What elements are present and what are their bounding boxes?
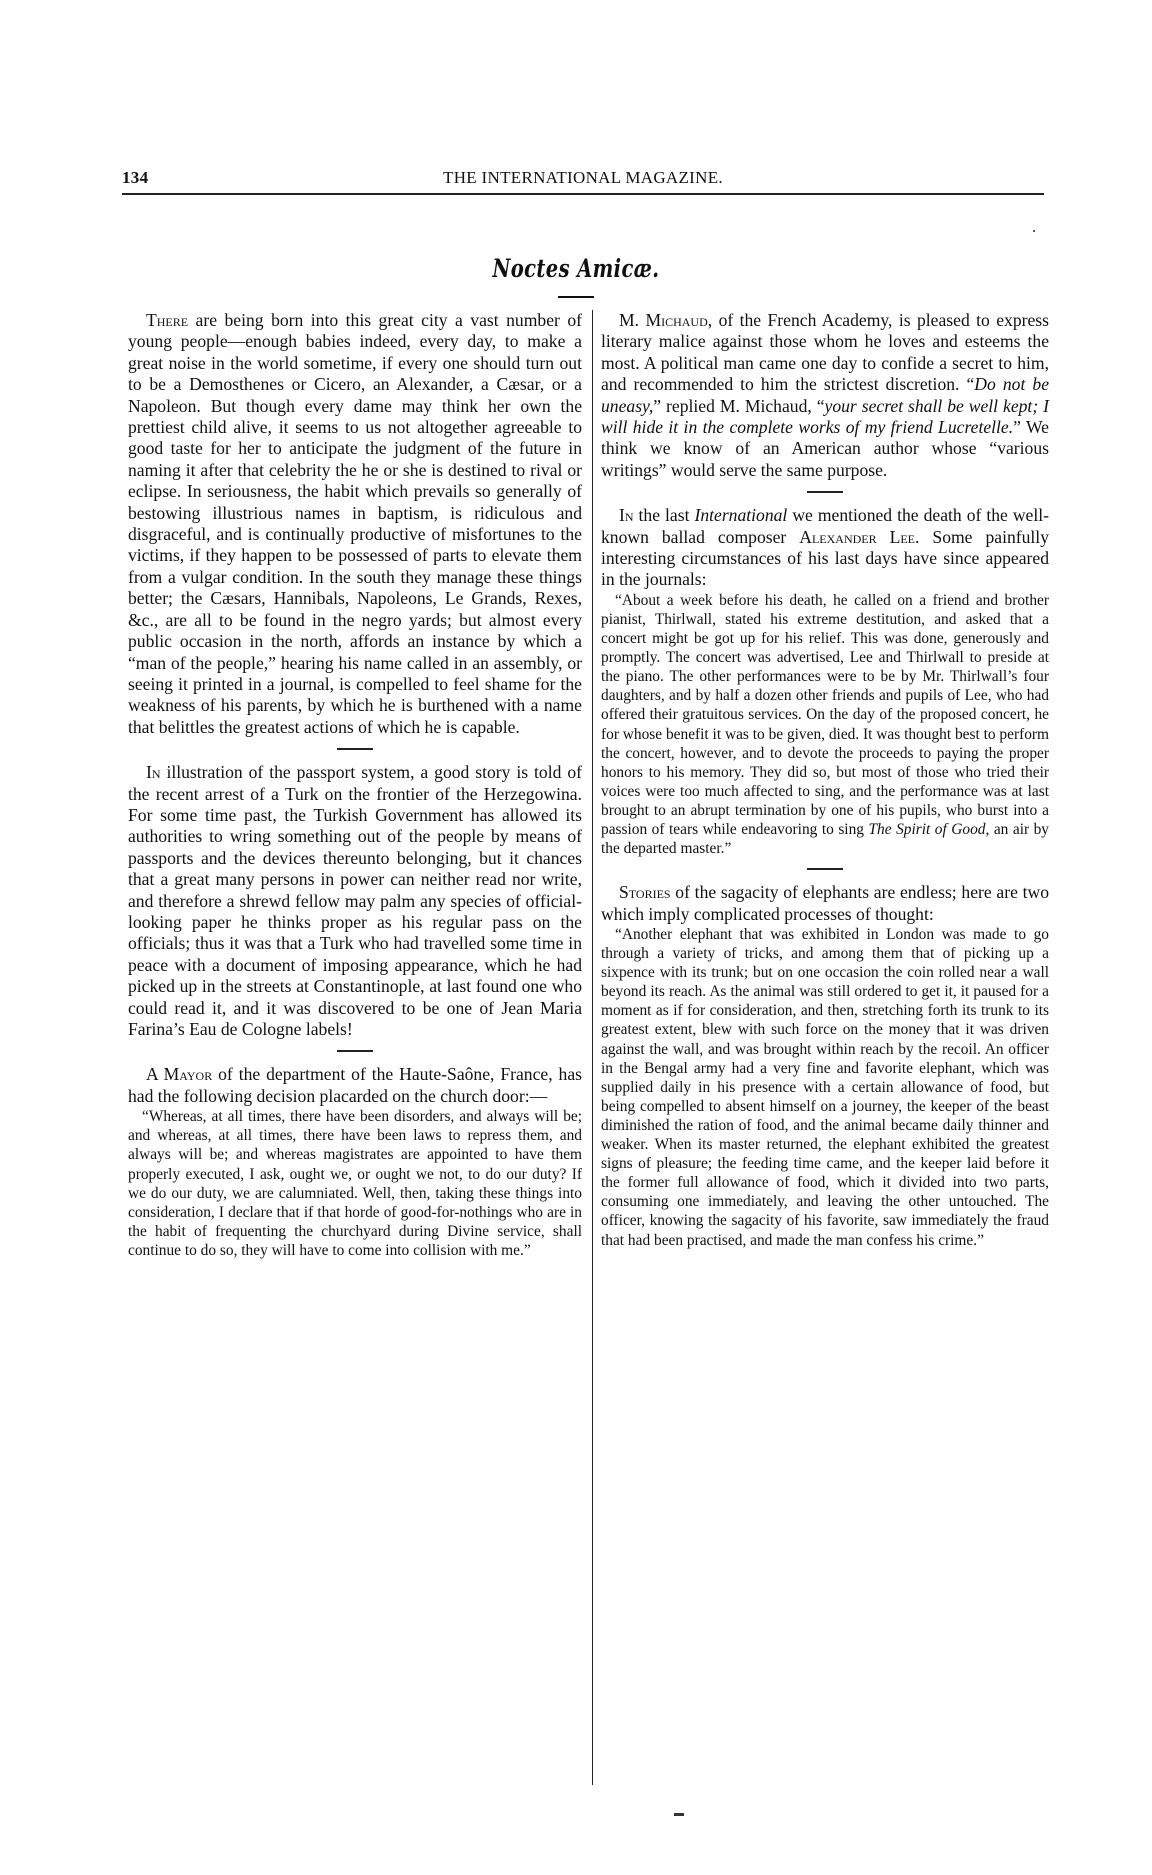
block-quote: “Whereas, at all times, there have been disorders, and always will be; and whereas, at all times, there have been laws to repress them, and always will be; and whereas magistrates are appointed to have them properly executed, I ask, ought we, or ought we not, to do our duty? If we do our duty, we are calumniated. Well, then, taking these things into consideration, I declare that if that horde of good-for-nothings who are in the habit of frequenting the churchyard during Divine service, shall continue to do so, they will have to come into collision with me.” (128, 1108, 582, 1259)
article-alexander-lee (601, 505, 1049, 591)
article-text: ” replied M. Michaud, “ (653, 395, 825, 416)
italic-quote: your secret shall be well kept; I will hide it in the complete works of my friend Lucretelle. (601, 395, 1049, 438)
article-michaud (601, 310, 1049, 481)
article-text: of the sagacity of elephants are endless; here are two which imply complicated processes of thought: (601, 882, 1049, 924)
running-head (122, 168, 1044, 192)
article-text: of the department of the Haute-Saône, France, has had the following decision placarded on the church door:— (128, 1064, 582, 1106)
block-quote (601, 591, 1049, 858)
lead-word: Mayor (163, 1064, 213, 1085)
right-column (601, 310, 1049, 1250)
magazine-title: THE INTERNATIONAL MAGAZINE. (443, 168, 723, 187)
title-rule (558, 296, 594, 298)
block-quote: “Another elephant that was exhibited in London was made to go through a variety of tricks, and among them that of picking up a sixpence with its trunk; but on one occasion the coin rolled near a wall beyond its reach. As the animal was still ordered to get it, it paused for a moment as if for consideration, and then, stretching forth its trunk to its greatest extent, blew with such force on the money that it was driven against the wall, and was brought within reach by the recoil. An officer in the Bengal army had a very fine and favorite elephant, which was supplied daily in his presence with a certain allowance of food, but being compelled to absent himself on a journey, the keeper of the beast diminished the ration of food, and the animal became daily thinner and weaker. When its master returned, the elephant exhibited the greatest signs of pleasure; the feeding time came, and the keeper laid before it the former full allowance of food, which it divided into two parts, consuming one immediately, and leaving the other untouched. The officer, knowing the sagacity of his favorite, saw immediately the fraud that had been practised, and made the man confess his crime.” (601, 926, 1049, 1249)
lead-word: In (619, 505, 634, 526)
quote-text: an air by the departed master.” (601, 821, 1049, 858)
lead-word: In (146, 762, 161, 783)
section-separator (807, 868, 843, 870)
article-mayor-haute-saone (128, 1064, 582, 1107)
left-column (128, 310, 582, 1260)
italic-title: The Spirit of Good, (868, 821, 990, 838)
section-separator (807, 491, 843, 493)
article-text: are being born into this great city a vast number of young people—enough babies indeed, every day, to make a great noise in the world sometime, if every one should turn out to be a Demosthenes or Cicero, an Alexander, a Cæsar, or a Napoleon. But though every dame may think her own the prettiest child alive, it seems to us not altogether agreeable to good taste for her to anticipate the judgment of the future in naming it after that celebrity the he or she is destined to rival or eclipse. In seriousness, the habit which prevails so generally of bestowing illustrious names in baptism, is ridiculous and disgraceful, and is continually productive of misfortunes to the victims, if they happen to be possessed of parts to elevate them from a vulgar condition. In the south they manage these things better; the Cæsars, Hannibals, Napoleons, Le Grands, Rexes, &c., are all to be found in the negro yards; but almost every public occasion in the north, affords an instance by which a “man of the people,” hearing his name called in an assembly, or seeing it printed in a journal, is compelled to feel shame for the weakness of his parents, by which he is burthened with a name that belittles the greatest actions of which he is capable. (128, 310, 582, 737)
column-divider (592, 310, 593, 1785)
article-elephants (601, 882, 1049, 925)
person-name: Alexander Lee. (799, 526, 920, 547)
italic-quote: Do not be uneasy, (601, 374, 1049, 416)
article-text: illustration of the passport system, a good story is told of the recent arrest of a Turk on the frontier of the Herzegowina. For some time past, the Turkish Government has allowed its authorities to wring something out of the people by means of passports and the devices thereunto belonging, but it chances that a great many persons in power can neither read nor write, and therefore a shrewd fellow may palm any species of official-looking paper he thinks proper as his regular pass on the officials; thus it was that a Turk who had travelled some time in peace with a document of imposing appearance, which he had picked up in the streets at Constantinople, at last found one who could read it, and it was discovered to be one of Jean Maria Farina’s Eau de Cologne labels! (128, 762, 582, 1039)
lead-prefix: M. (619, 310, 646, 330)
article-text: we mentioned the death of the well-known ballad composer (601, 505, 1050, 547)
page-number: 134 (122, 168, 149, 187)
article-text: , of the French Academy, is pleased to express literary malice against those whom he loves and esteems the most. A political man came one day to confide a secret to him, and recommended to him the strictest discretion. “ (601, 310, 1049, 395)
lead-word: Stories (619, 882, 671, 903)
print-speck (1033, 230, 1035, 232)
lead-word: Michaud (645, 310, 708, 330)
italic-title: International (694, 505, 788, 526)
article-passport-system (128, 762, 582, 1040)
quote-text: “About a week before his death, he called on a friend and brother pianist, Thirlwall, stated his extreme destitution, and asked that a concert might be got up for his relief. This was done, generously and promptly. The concert was advertised, Lee and Thirlwall to preside at the piano. The other performances were to be by Mr. Thirlwall’s four daughters, and by half a dozen other friends and pupils of Lee, who had offered their gratuitous services. On the day of the proposed concert, he for whose benefit it was to be given, died. It was thought best to perform the concert, however, and to devote the proceeds to paying the proper honors to his memory. They did so, but most of those who tried their voices were too much affected to sing, and the performance was at last brought to an abrupt termination by one of his pupils, who burst into a passion of tears while endeavoring to sing (601, 591, 1049, 838)
lead-word: There (146, 310, 189, 330)
print-speck (674, 1813, 684, 1816)
article-text: Some painfully interesting circumstances of his last days have since appeared in the journals: (601, 526, 1049, 590)
article-text: the last (633, 505, 695, 526)
lead-prefix: A (146, 1064, 164, 1085)
article-names-in-baptism (128, 310, 582, 738)
section-title: Noctes Amicæ. (492, 254, 660, 283)
header-rule (122, 193, 1044, 195)
section-separator (337, 1050, 373, 1052)
article-text: ” We think we know of an American author whose “various writings” would serve the same purpose. (601, 417, 1049, 480)
section-separator (337, 748, 373, 750)
